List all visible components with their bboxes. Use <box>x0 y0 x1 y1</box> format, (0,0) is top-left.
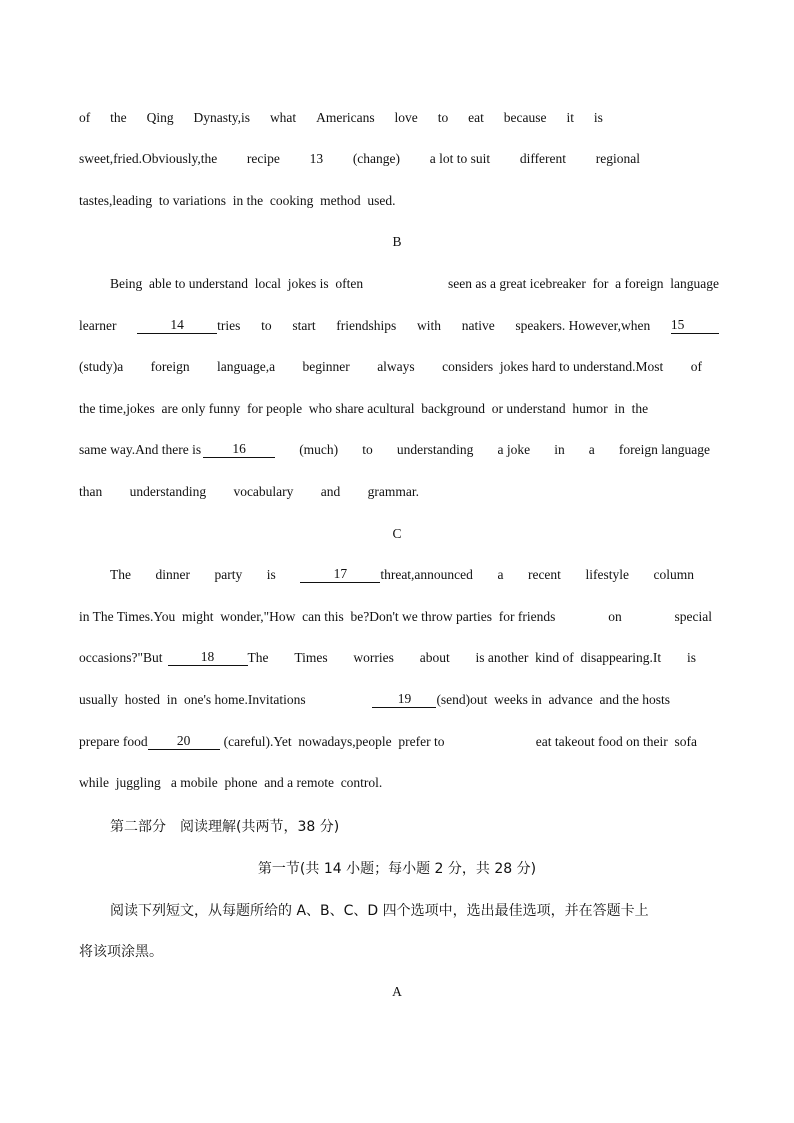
word: (change) <box>352 151 401 166</box>
word: of <box>79 110 91 125</box>
word: lifestyle <box>585 567 629 582</box>
word: Dynasty,is <box>193 110 251 125</box>
word: because <box>503 110 547 125</box>
section-subtitle: 第一节(共 14 小题；每小题 2 分，共 28 分) <box>257 861 537 877</box>
text: seen as a great icebreaker for a foreign language <box>448 276 719 291</box>
word: column <box>653 567 694 582</box>
text: the time,jokes are only funny for people who share acultural background or understand humor in the <box>79 401 649 416</box>
part-title <box>110 816 719 836</box>
text: tastes,leading to variations in the cooking method used. <box>79 193 396 208</box>
word: tries <box>217 318 241 333</box>
word: always <box>377 359 415 374</box>
word: worries <box>353 650 394 665</box>
word: regional <box>595 151 640 166</box>
word: eat <box>468 110 484 125</box>
text: usually hosted in one's home.Invitations <box>79 692 306 707</box>
passage-line <box>79 775 719 791</box>
word: Times <box>294 650 328 665</box>
blank-14[interactable]: 14 <box>137 318 217 334</box>
word: sweet,fried.Obviously,the <box>79 151 218 166</box>
passage-line <box>79 650 696 666</box>
word: with <box>417 318 442 333</box>
word: Americans <box>316 110 375 125</box>
blank-17[interactable]: 17 <box>300 567 380 583</box>
passage-line <box>79 442 710 458</box>
word: learner <box>79 318 117 333</box>
passage-line <box>79 193 719 209</box>
passage-line <box>79 151 640 167</box>
word: Qing <box>146 110 174 125</box>
text: (careful).Yet nowadays,people prefer to <box>223 734 445 749</box>
blank-16[interactable]: 16 <box>203 442 275 458</box>
word: dinner <box>155 567 191 582</box>
section-heading-c: C <box>392 526 402 541</box>
word: understanding <box>396 442 474 457</box>
text: (send)out weeks in advance and the hosts <box>436 692 670 707</box>
word: and <box>320 484 341 499</box>
word: it <box>566 110 574 125</box>
word: is <box>593 110 603 125</box>
word: special <box>674 609 712 624</box>
word: foreign <box>150 359 190 374</box>
text: in The Times.You might wonder,"How can this be?Don't we throw parties for friends <box>79 609 556 624</box>
blank-19[interactable]: 19 <box>372 692 436 708</box>
word: different <box>519 151 567 166</box>
word: recipe <box>246 151 280 166</box>
text: Being able to understand local jokes is often <box>110 276 364 291</box>
passage-line <box>79 110 719 126</box>
instruction-line <box>79 941 719 961</box>
word: The <box>247 650 269 665</box>
word: understanding <box>129 484 207 499</box>
instruction-text: 将该项涂黑。 <box>79 944 163 960</box>
word: native <box>461 318 495 333</box>
word: about <box>419 650 450 665</box>
passage-line <box>79 609 712 625</box>
passage-line <box>79 318 719 334</box>
passage-line <box>79 359 702 375</box>
blank-20[interactable]: 20 <box>148 734 220 750</box>
text: prepare food <box>79 734 148 749</box>
passage-line <box>110 276 719 292</box>
text: eat takeout food on their sofa <box>535 734 697 749</box>
word: threat,announced <box>380 567 473 582</box>
word: start <box>292 318 316 333</box>
word: a lot to suit <box>429 151 491 166</box>
word: love <box>394 110 418 125</box>
word: is <box>266 567 276 582</box>
word: The <box>110 567 131 582</box>
word: party <box>214 567 243 582</box>
word: foreign language <box>618 442 710 457</box>
blank-15[interactable]: 15 <box>671 318 719 334</box>
word: vocabulary <box>233 484 294 499</box>
word: language,a <box>217 359 276 374</box>
text: considers jokes hard to understand.Most <box>442 359 664 374</box>
word: friendships <box>336 318 397 333</box>
blank-number: 13 <box>309 151 324 166</box>
instruction-text: 阅读下列短文，从每题所给的 A、B、C、D 四个选项中，选出最佳选项，并在答题卡上 <box>110 903 649 919</box>
word: what <box>269 110 297 125</box>
word: (study)a <box>79 359 124 374</box>
passage-line <box>79 692 670 708</box>
section-heading-a: A <box>392 984 402 999</box>
text: while juggling a mobile phone and a remote control. <box>79 775 383 790</box>
word: is <box>686 650 696 665</box>
instruction-line <box>110 900 719 920</box>
passage-line <box>79 401 719 417</box>
word: a joke <box>497 442 531 457</box>
word: to <box>261 318 272 333</box>
text: same way.And there is <box>79 442 202 457</box>
word: speakers. However,when <box>515 318 651 333</box>
section-heading-b: B <box>392 234 402 249</box>
word: a <box>588 442 595 457</box>
word: to <box>437 110 449 125</box>
word: occasions?"But <box>79 650 163 665</box>
passage-line <box>110 567 694 583</box>
word: beginner <box>302 359 350 374</box>
word: to <box>362 442 373 457</box>
word: in <box>554 442 565 457</box>
word: grammar. <box>367 484 419 499</box>
word: recent <box>527 567 561 582</box>
word: of <box>690 359 702 374</box>
word: (much) <box>299 442 339 457</box>
passage-line <box>79 734 697 750</box>
text: is another kind of disappearing.It <box>475 650 662 665</box>
blank-18[interactable]: 18 <box>168 650 248 666</box>
word: on <box>608 609 622 624</box>
word: the <box>110 110 127 125</box>
word: than <box>79 484 103 499</box>
word: a <box>497 567 504 582</box>
passage-line <box>79 484 419 500</box>
part-title-text: 第二部分 阅读理解(共两节，38 分) <box>110 819 340 835</box>
